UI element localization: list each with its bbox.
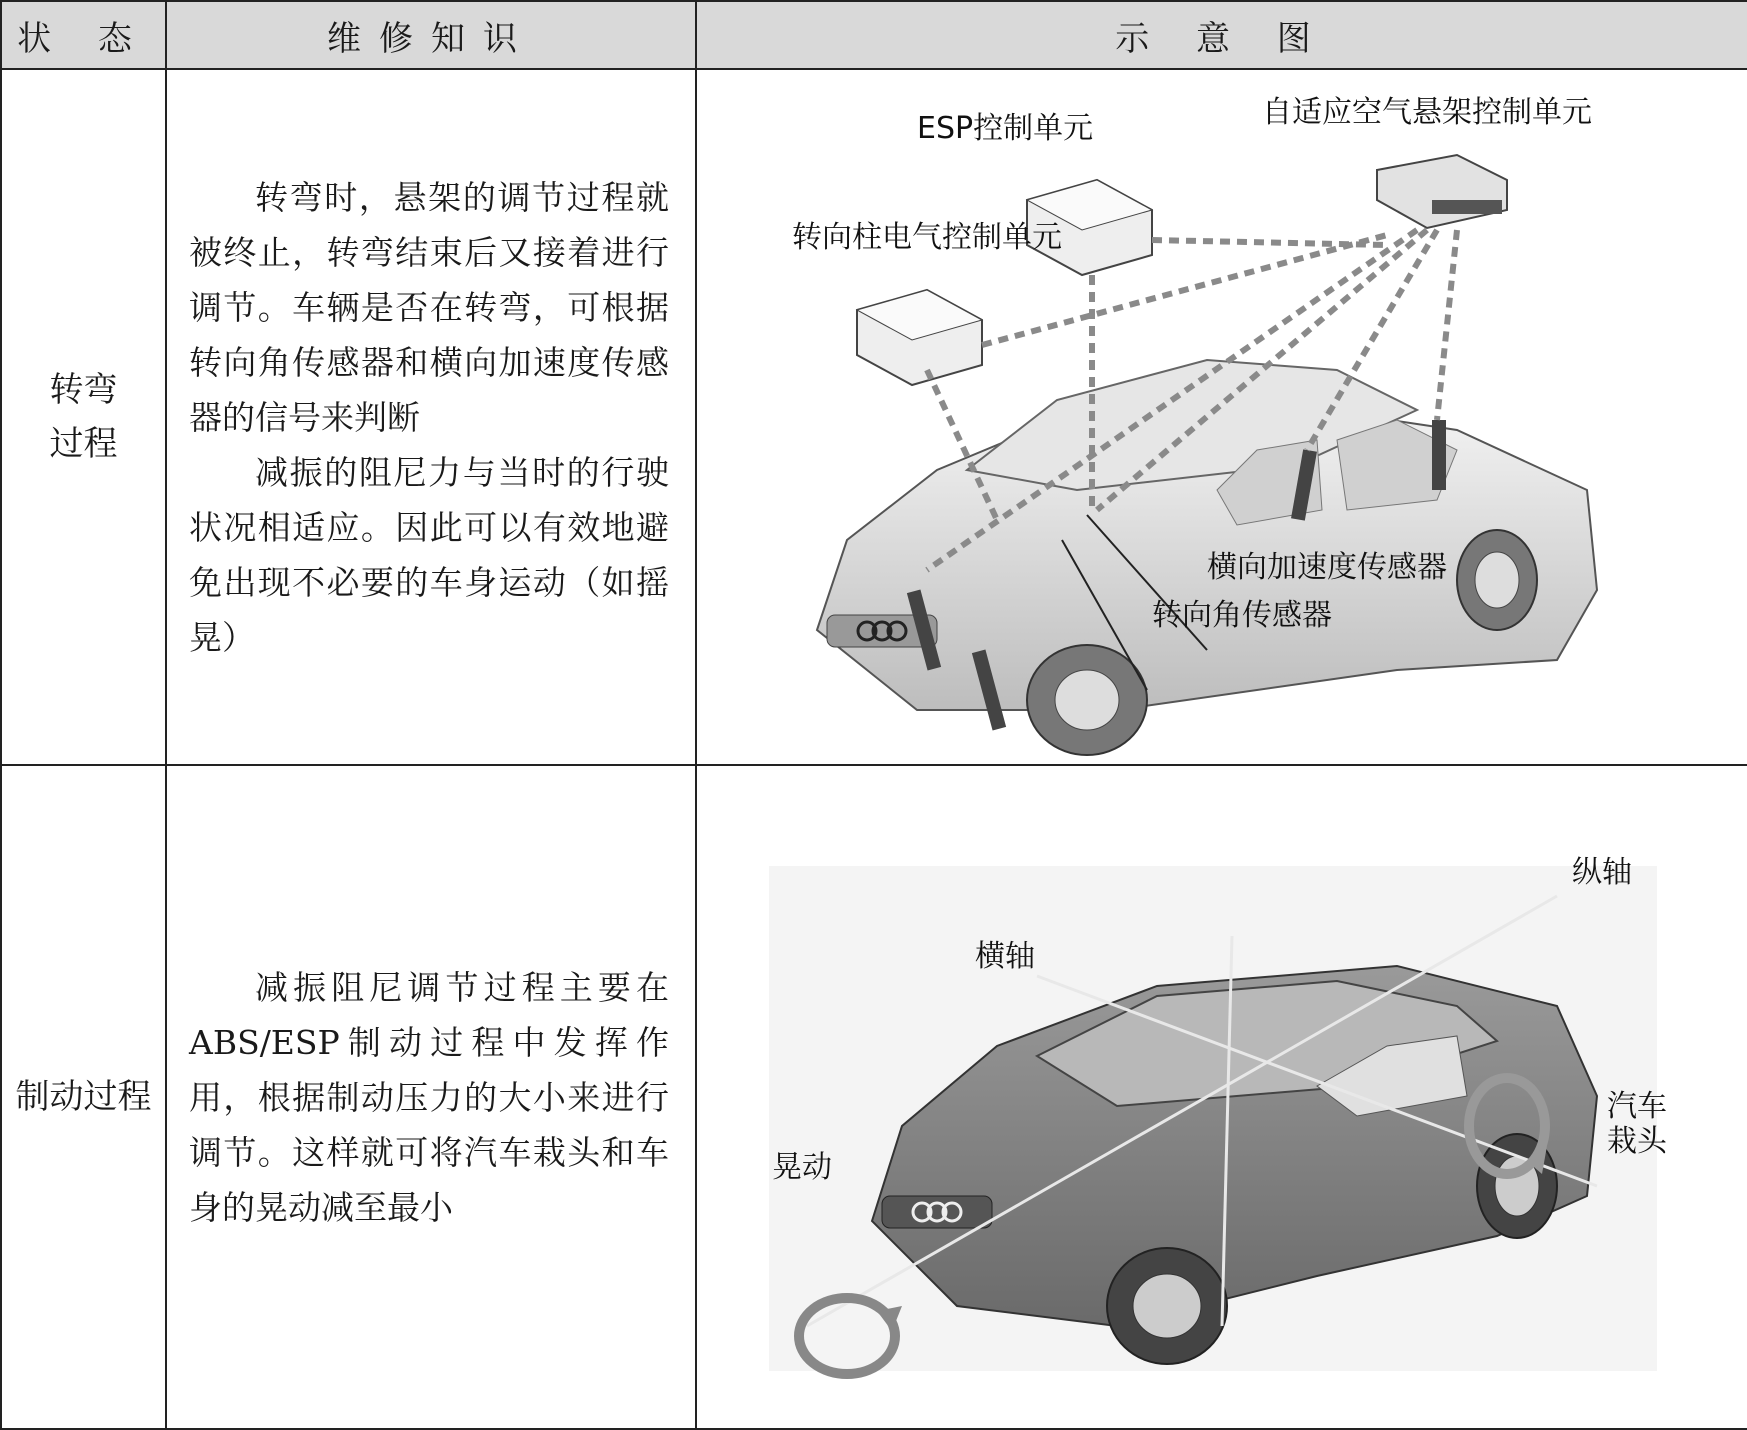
pitch-label-line2: 栽头 (1607, 1124, 1667, 1159)
transverse-axis-label: 横轴 (975, 939, 1035, 974)
table-row-braking (1, 765, 1747, 1429)
state-cell-cornering (1, 69, 166, 765)
knowledge-paragraph: 减振阻尼调节过程主要在ABS/ESP制动过程中发挥作用，根据制动压力的大小来进行调节。这样就可将汽车栽头和车身的晃动减至最小 (189, 967, 669, 1227)
air-suspension-control-unit-icon (1377, 155, 1507, 228)
table-row-cornering (1, 69, 1747, 765)
pitch-label-line1: 汽车 (1607, 1089, 1667, 1124)
longitudinal-axis-label: 纵轴 (1572, 855, 1632, 890)
state-line: 过程 (49, 424, 118, 464)
braking-diagram (697, 766, 1747, 1428)
diagram-cell-cornering (696, 69, 1747, 765)
state-line: 转弯 (49, 370, 118, 410)
header-knowledge: 维修知识 (166, 1, 696, 69)
header-state: 状 态 (1, 1, 166, 69)
table-header-row (1, 1, 1747, 69)
knowledge-cell-cornering (166, 69, 696, 765)
steering-column-control-unit-icon (857, 290, 982, 385)
cornering-diagram (697, 70, 1747, 764)
lateral-acceleration-sensor-label: 横向加速度传感器 (1207, 550, 1447, 585)
roll-label: 晃动 (772, 1150, 832, 1185)
state-cell-braking: 制动过程 (1, 765, 166, 1429)
knowledge-cell-braking (166, 765, 696, 1429)
diagram-cell-braking (696, 765, 1747, 1429)
steering-angle-sensor-label: 转向角传感器 (1152, 598, 1332, 633)
header-diagram: 示 意 图 (696, 1, 1747, 69)
air-suspension-control-unit-label: 自适应空气悬架控制单元 (1262, 95, 1592, 130)
steering-column-control-unit-label: 转向柱电气控制单元 (792, 220, 1062, 255)
knowledge-paragraph: 转弯时，悬架的调节过程就被终止，转弯结束后又接着进行调节。车辆是否在转弯，可根据转向角传感器和横向加速度传感器的信号来判断 (189, 177, 669, 437)
knowledge-paragraph: 减振的阻尼力与当时的行驶状况相适应。因此可以有效地避免出现不必要的车身运动（如摇晃） (189, 452, 669, 657)
esp-control-unit-label: ESP控制单元 (917, 111, 1094, 146)
